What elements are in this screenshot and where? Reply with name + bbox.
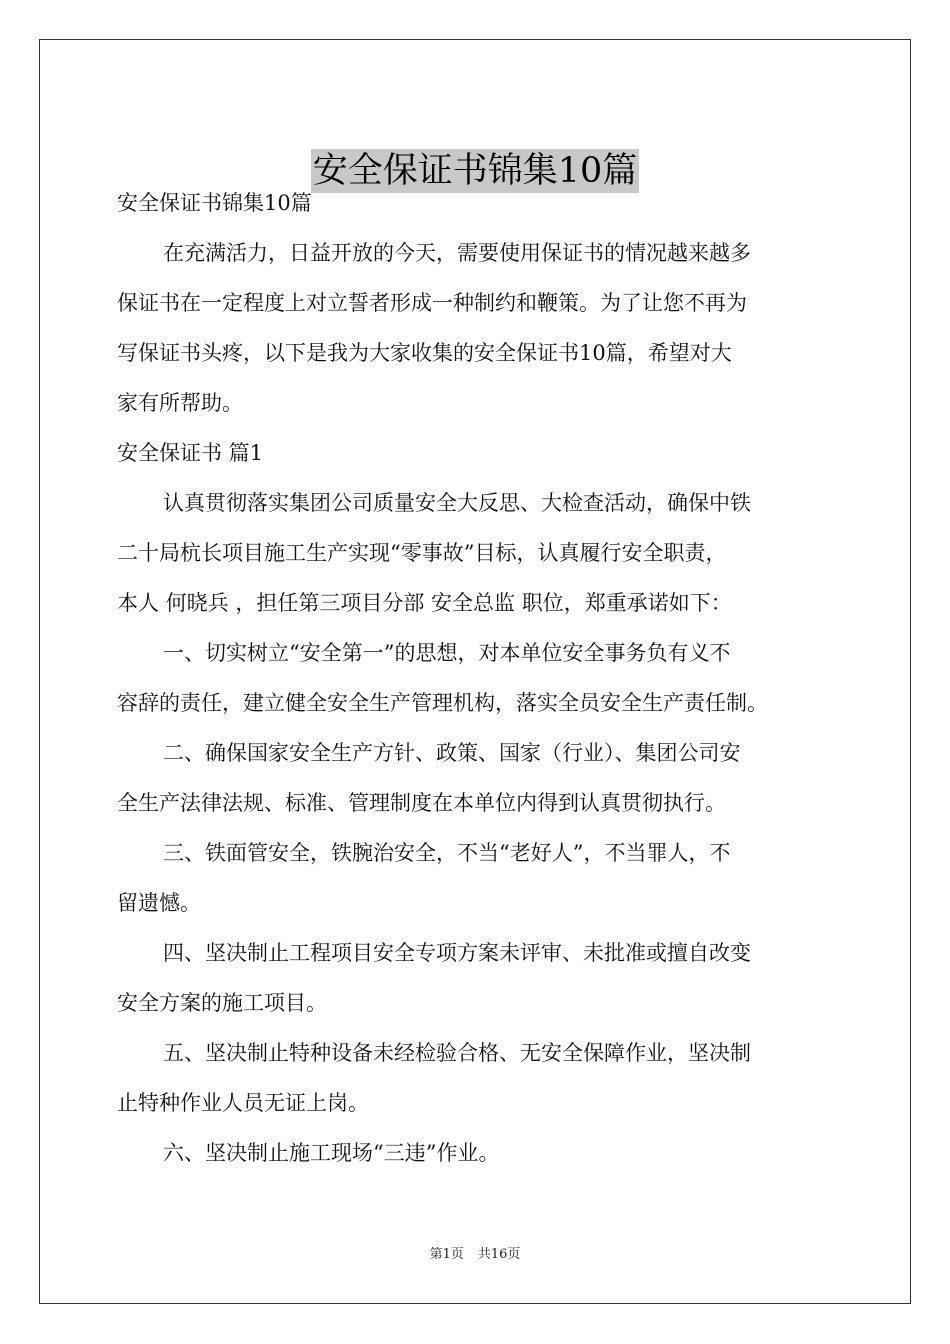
paragraph-line: 二、确保国家安全生产方针、政策、国家（行业）、集团公司安 [163,741,741,765]
paragraph-line: 安全方案的施工项目。 [117,991,327,1015]
paragraph-line: 止特种作业人员无证上岗。 [117,1091,369,1115]
paragraph-line: 一、切实树立“安全第一”的思想，对本单位安全事务负有义不 [163,641,731,665]
paragraph-line: 三、铁面管安全，铁腕治安全，不当“老好人”，不当罪人，不 [163,841,731,865]
paragraph-line: 容辞的责任，建立健全安全生产管理机构，落实全员安全生产责任制。 [117,691,768,715]
document-body [117,178,853,1178]
paragraph-line: 在充满活力，日益开放的今天，需要使用保证书的情况越来越多 [163,241,751,265]
paragraph-line: 家有所帮助。 [117,391,243,415]
paragraph-line: 二十局杭长项目施工生产实现“零事故”目标，认真履行安全职责， [117,541,727,565]
paragraph-line: 六、坚决制止施工现场“三违”作业。 [163,1141,500,1165]
page-number: 第1页 [429,1247,464,1262]
subtitle-line: 安全保证书锦集10篇 [117,191,312,215]
page-footer [0,1246,950,1264]
paragraph-line: 认真贯彻落实集团公司质量安全大反思、大检查活动，确保中铁 [163,491,751,515]
paragraph-line: 全生产法律法规、标准、管理制度在本单位内得到认真贯彻执行。 [117,791,726,815]
section-heading: 安全保证书 篇1 [117,441,264,465]
paragraph-line: 写保证书头疼，以下是我为大家收集的安全保证书10篇，希望对大 [117,341,732,365]
document-title: 安全保证书锦集10篇 [312,151,638,192]
paragraph-line: 本人 何晓兵 ，担任第三项目分部 安全总监 职位，郑重承诺如下： [117,591,732,615]
page-total: 共16页 [477,1247,521,1262]
paragraph-line: 五、坚决制止特种设备未经检验合格、无安全保障作业，坚决制 [163,1041,751,1065]
paragraph-line: 留遗憾。 [117,891,201,915]
paragraph-line: 四、坚决制止工程项目安全专项方案未评审、未批准或擅自改变 [163,941,751,965]
paragraph-line: 保证书在一定程度上对立誓者形成一种制约和鞭策。为了让您不再为 [117,291,747,315]
